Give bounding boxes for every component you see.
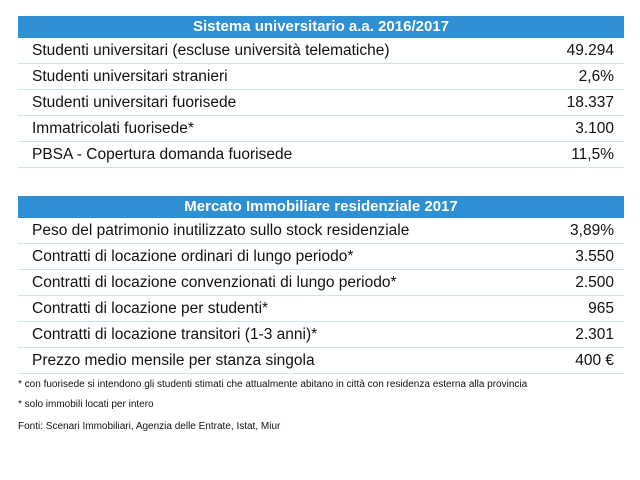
footnote-fuorisede: * con fuorisede si intendono gli studenti stimati che attualmente abitano in città con residenza esterna alla provincia	[18, 379, 528, 390]
row-label: Contratti di locazione ordinari di lungo periodo*	[32, 247, 354, 265]
row-value: 3.100	[575, 119, 614, 137]
row-label: Contratti di locazione per studenti*	[32, 299, 269, 317]
table-row	[18, 38, 624, 64]
row-value: 49.294	[566, 41, 614, 59]
real-estate-market-header: Mercato Immobiliare residenziale 2017	[18, 196, 624, 218]
table-row	[18, 244, 624, 270]
university-system-header: Sistema universitario a.a. 2016/2017	[18, 16, 624, 38]
row-label: PBSA - Copertura domanda fuorisede	[32, 145, 293, 163]
university-system-table	[18, 16, 624, 168]
row-value: 18.337	[566, 93, 614, 111]
table-row	[18, 348, 624, 374]
row-value: 2.500	[575, 273, 614, 291]
table-row	[18, 64, 624, 90]
row-label: Immatricolati fuorisede*	[32, 119, 194, 137]
table-row	[18, 142, 624, 168]
row-value: 11,5%	[571, 145, 614, 163]
row-label: Contratti di locazione transitori (1-3 anni)*	[32, 325, 318, 343]
row-value: 400 €	[575, 351, 614, 369]
footnote-immobili: * solo immobili locati per intero	[18, 399, 154, 410]
row-value: 965	[588, 299, 614, 317]
row-value: 2.301	[575, 325, 614, 343]
row-label: Studenti universitari stranieri	[32, 67, 228, 85]
footnotes	[18, 374, 624, 438]
row-value: 2,6%	[578, 67, 614, 85]
table-row	[18, 296, 624, 322]
row-label: Peso del patrimonio inutilizzato sullo stock residenziale	[32, 221, 410, 239]
real-estate-market-table	[18, 196, 624, 374]
sources-note: Fonti: Scenari Immobiliari, Agenzia delle Entrate, Istat, Miur	[18, 421, 281, 432]
row-label: Studenti universitari (escluse università telematiche)	[32, 41, 390, 59]
table-row	[18, 270, 624, 296]
row-value: 3.550	[575, 247, 614, 265]
row-value: 3,89%	[570, 221, 614, 239]
row-label: Contratti di locazione convenzionati di lungo periodo*	[32, 273, 397, 291]
table-row	[18, 322, 624, 348]
row-label: Prezzo medio mensile per stanza singola	[32, 351, 315, 369]
table-row	[18, 218, 624, 244]
table-row	[18, 90, 624, 116]
table-row	[18, 116, 624, 142]
row-label: Studenti universitari fuorisede	[32, 93, 237, 111]
